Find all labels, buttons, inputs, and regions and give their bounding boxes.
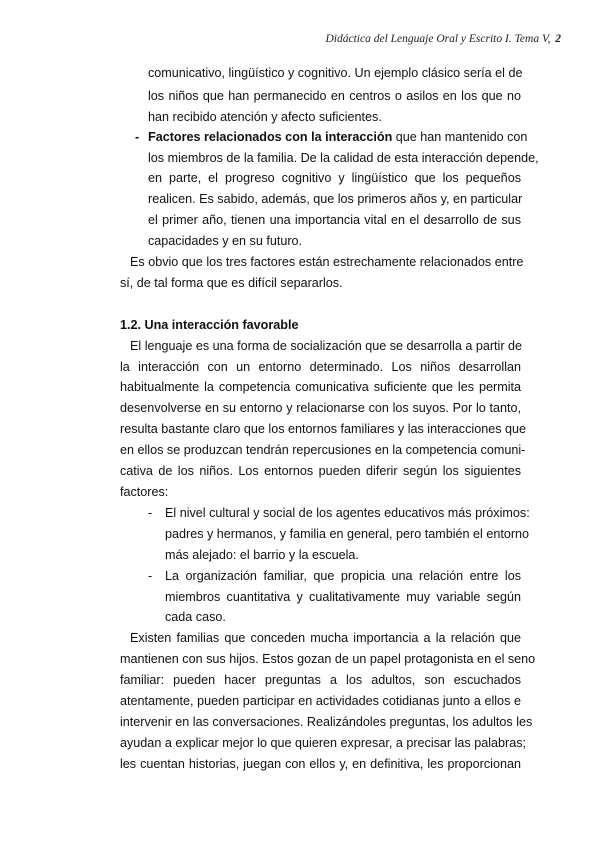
text-fragment: que han mantenido con xyxy=(392,130,528,144)
paragraph-line: factores: xyxy=(120,485,169,499)
bold-term: Factores relacionados con la interacción xyxy=(148,130,393,144)
bullet-dash: - xyxy=(135,130,140,144)
text-line: realicen. Es sabido, además, que los primeros años y, en particular xyxy=(148,192,523,206)
paragraph-line: sí, de tal forma que es difícil separarlos. xyxy=(120,276,343,290)
text-line: capacidades y en su futuro. xyxy=(148,234,303,248)
paragraph-line: familiar: pueden hacer preguntas a los adultos, son escuchados xyxy=(120,673,521,687)
paragraph-line: intervenir en las conversaciones. Realizándoles preguntas, los adultos les xyxy=(120,715,533,729)
text-line: más alejado: el barrio y la escuela. xyxy=(165,548,359,562)
paragraph-line: en ellos se produzcan tendrán repercusiones en la competencia comuni- xyxy=(120,443,526,457)
paragraph-line: atentamente, pueden participar en actividades cotidianas junto a ellos e xyxy=(120,694,521,708)
paragraph-line: habitualmente la competencia comunicativa suficiente que les permita xyxy=(120,380,521,394)
text-line: comunicativo, lingüístico y cognitivo. Un ejemplo clásico sería el de xyxy=(148,66,523,80)
text-line: padres y hermanos, y familia en general, pero también el entorno xyxy=(165,527,530,541)
bullet-item-organizacion xyxy=(148,566,521,586)
paragraph-line: Es obvio que los tres factores están estrechamente relacionados entre xyxy=(130,255,524,269)
paragraph-line: mantienen con sus hijos. Estos gozan de un papel protagonista en el seno xyxy=(120,652,536,666)
paragraph-line: desenvolverse en su entorno y relacionarse con los suyos. Por lo tanto, xyxy=(120,401,521,415)
page-header xyxy=(326,33,562,45)
paragraph-line: la interacción con un entorno determinado. Los niños desarrollan xyxy=(120,360,521,374)
header-title: Didáctica del Lenguaje Oral y Escrito I. Tema V, xyxy=(325,33,551,45)
bullet-dash: - xyxy=(148,569,153,583)
bullet-item-nivel xyxy=(148,503,530,523)
text-line: el primer año, tienen una importancia vital en el desarrollo de sus xyxy=(148,213,521,227)
text-line: los niños que han permanecido en centros o asilos en los que no xyxy=(148,89,521,103)
paragraph-line: les cuentan historias, juegan con ellos y, en definitiva, les proporcionan xyxy=(120,757,521,771)
text-line: han recibido atención y afecto suficientes. xyxy=(148,110,382,124)
text-line: en parte, el progreso cognitivo y lingüístico que los pequeños xyxy=(148,171,521,185)
text-line: miembros cuantitativa y cualitativamente muy variable según xyxy=(165,590,521,604)
text-fragment: El nivel cultural y social de los agentes educativos más próximos: xyxy=(165,506,530,520)
text-line: cada caso. xyxy=(165,610,226,624)
text-line: los miembros de la familia. De la calidad de esta interacción depende, xyxy=(148,151,539,165)
bullet-item-factores xyxy=(135,127,528,147)
text-fragment: La organización familiar, que propicia una relación entre los xyxy=(165,569,521,583)
paragraph-line: resulta bastante claro que los entornos familiares y las interacciones que xyxy=(120,422,527,436)
paragraph-line: cativa de los niños. Los entornos pueden diferir según los siguientes xyxy=(120,464,521,478)
section-heading: 1.2. Una interacción favorable xyxy=(120,318,299,332)
paragraph-line: Existen familias que conceden mucha importancia a la relación que xyxy=(130,631,521,645)
page-number: 2 xyxy=(555,33,561,45)
paragraph-line: El lenguaje es una forma de socialización que se desarrolla a partir de xyxy=(130,339,523,353)
paragraph-line: ayudan a explicar mejor lo que quieren expresar, a precisar las palabras; xyxy=(120,736,527,750)
bullet-dash: - xyxy=(148,506,153,520)
